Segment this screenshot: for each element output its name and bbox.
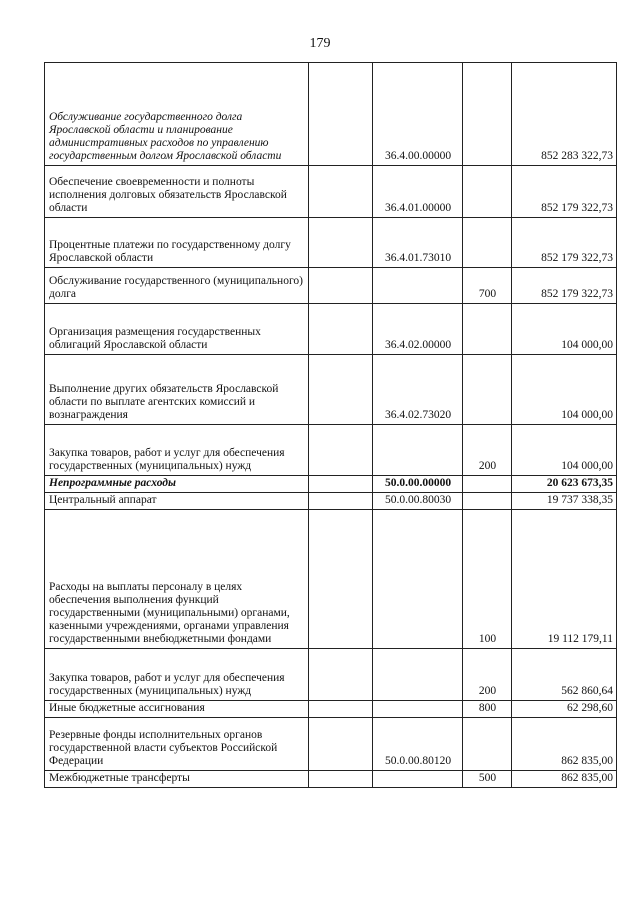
row-blank-cell bbox=[309, 718, 373, 771]
row-amount: 862 835,00 bbox=[512, 718, 617, 771]
row-name: Непрограммные расходы bbox=[45, 476, 309, 493]
row-code bbox=[373, 701, 463, 718]
row-type: 700 bbox=[463, 268, 512, 304]
row-blank-cell bbox=[309, 476, 373, 493]
row-amount: 852 179 322,73 bbox=[512, 268, 617, 304]
row-type bbox=[463, 63, 512, 166]
row-name: Обслуживание государственного долга Ярославской области и планирование административных расходов по управлению государственным долгом Ярославской области bbox=[45, 63, 309, 166]
row-type: 200 bbox=[463, 649, 512, 701]
row-type bbox=[463, 218, 512, 268]
page-number: 179 bbox=[309, 36, 331, 51]
row-amount: 852 179 322,73 bbox=[512, 166, 617, 218]
row-code: 36.4.01.00000 bbox=[373, 166, 463, 218]
table-row bbox=[45, 771, 617, 788]
table-row bbox=[45, 63, 617, 166]
row-blank-cell bbox=[309, 166, 373, 218]
row-blank-cell bbox=[309, 649, 373, 701]
row-blank-cell bbox=[309, 425, 373, 476]
row-amount: 19 737 338,35 bbox=[512, 493, 617, 510]
row-amount: 852 283 322,73 bbox=[512, 63, 617, 166]
row-code: 50.0.00.80120 bbox=[373, 718, 463, 771]
row-type: 500 bbox=[463, 771, 512, 788]
table-row bbox=[45, 701, 617, 718]
row-amount: 62 298,60 bbox=[512, 701, 617, 718]
row-blank-cell bbox=[309, 218, 373, 268]
row-code: 36.4.02.00000 bbox=[373, 304, 463, 355]
row-amount: 852 179 322,73 bbox=[512, 218, 617, 268]
table-row bbox=[45, 510, 617, 649]
row-name: Иные бюджетные ассигнования bbox=[45, 701, 309, 718]
row-code: 50.0.00.80030 bbox=[373, 493, 463, 510]
row-amount: 20 623 673,35 bbox=[512, 476, 617, 493]
row-type: 200 bbox=[463, 425, 512, 476]
row-name: Центральный аппарат bbox=[45, 493, 309, 510]
row-blank-cell bbox=[309, 268, 373, 304]
table-row bbox=[45, 649, 617, 701]
row-amount: 104 000,00 bbox=[512, 355, 617, 425]
row-amount: 19 112 179,11 bbox=[512, 510, 617, 649]
row-type bbox=[463, 476, 512, 493]
row-blank-cell bbox=[309, 63, 373, 166]
row-code bbox=[373, 649, 463, 701]
table-row bbox=[45, 304, 617, 355]
table-row bbox=[45, 493, 617, 510]
row-name: Процентные платежи по государственному долгу Ярославской области bbox=[45, 218, 309, 268]
row-name: Закупка товаров, работ и услуг для обеспечения государственных (муниципальных) нужд bbox=[45, 649, 309, 701]
row-type bbox=[463, 718, 512, 771]
row-name: Межбюджетные трансферты bbox=[45, 771, 309, 788]
row-type: 800 bbox=[463, 701, 512, 718]
table-row bbox=[45, 425, 617, 476]
row-code bbox=[373, 510, 463, 649]
row-blank-cell bbox=[309, 493, 373, 510]
row-code: 36.4.01.73010 bbox=[373, 218, 463, 268]
row-name: Выполнение других обязательств Ярославской области по выплате агентских комиссий и вознаграждения bbox=[45, 355, 309, 425]
table-row bbox=[45, 718, 617, 771]
table-row bbox=[45, 218, 617, 268]
budget-table bbox=[44, 62, 617, 788]
row-type bbox=[463, 493, 512, 510]
row-name: Резервные фонды исполнительных органов государственной власти субъектов Российской Федерации bbox=[45, 718, 309, 771]
row-blank-cell bbox=[309, 510, 373, 649]
row-amount: 562 860,64 bbox=[512, 649, 617, 701]
row-amount: 104 000,00 bbox=[512, 425, 617, 476]
row-type bbox=[463, 166, 512, 218]
row-name: Обеспечение своевременности и полноты исполнения долговых обязательств Ярославской области bbox=[45, 166, 309, 218]
row-code bbox=[373, 771, 463, 788]
row-name: Расходы на выплаты персоналу в целях обеспечения выполнения функций государственными (муниципальными) органами, казенными учреждениями, органами управления государственными внебюджетными фондами bbox=[45, 510, 309, 649]
row-name: Организация размещения государственных облигаций Ярославской области bbox=[45, 304, 309, 355]
row-blank-cell bbox=[309, 771, 373, 788]
row-type: 100 bbox=[463, 510, 512, 649]
table-row bbox=[45, 268, 617, 304]
table-row bbox=[45, 166, 617, 218]
row-name: Обслуживание государственного (муниципального) долга bbox=[45, 268, 309, 304]
row-type bbox=[463, 355, 512, 425]
row-code: 36.4.00.00000 bbox=[373, 63, 463, 166]
row-name: Закупка товаров, работ и услуг для обеспечения государственных (муниципальных) нужд bbox=[45, 425, 309, 476]
row-code bbox=[373, 268, 463, 304]
row-blank-cell bbox=[309, 304, 373, 355]
row-code: 50.0.00.00000 bbox=[373, 476, 463, 493]
row-code bbox=[373, 425, 463, 476]
table-row bbox=[45, 476, 617, 493]
row-amount: 104 000,00 bbox=[512, 304, 617, 355]
row-code: 36.4.02.73020 bbox=[373, 355, 463, 425]
table-row bbox=[45, 355, 617, 425]
row-type bbox=[463, 304, 512, 355]
row-blank-cell bbox=[309, 355, 373, 425]
row-blank-cell bbox=[309, 701, 373, 718]
row-amount: 862 835,00 bbox=[512, 771, 617, 788]
